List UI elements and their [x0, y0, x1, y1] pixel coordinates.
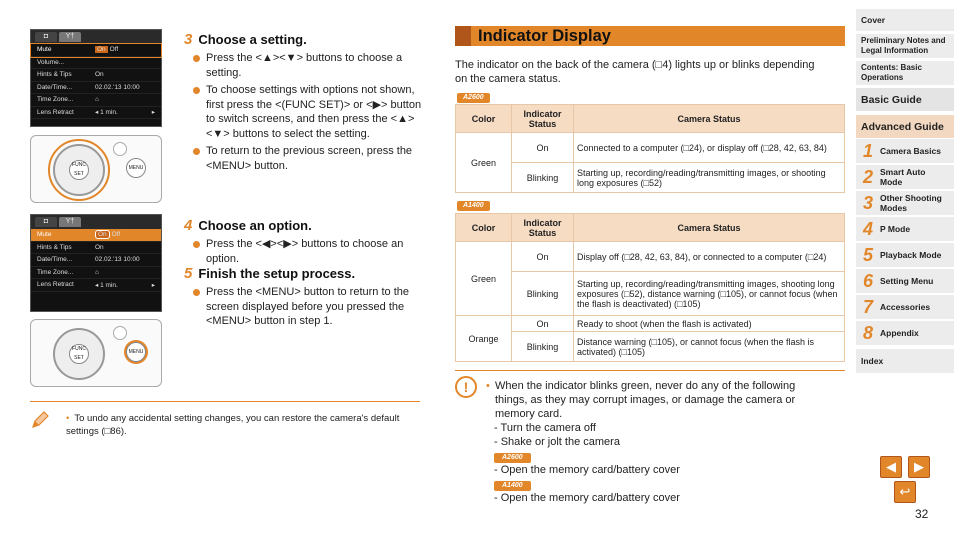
cam-row [31, 279, 161, 292]
intro-text: The indicator on the back of the camera (□4) lights up or blinks depending on the camera status. [455, 59, 815, 85]
warning-item: - Open the memory card/battery cover [494, 492, 680, 504]
setup-tab-icon: Υ† [59, 32, 81, 42]
control-dial [53, 144, 105, 196]
sidebar-item-advanced-guide[interactable]: Advanced Guide [856, 115, 954, 139]
col-header-color: Color [456, 214, 512, 242]
back-button[interactable]: ↩ [894, 481, 916, 503]
model-badge: A1400 [457, 201, 490, 211]
step-number: 5 [184, 265, 193, 282]
cam-row [31, 57, 161, 70]
cam-row-label: Volume... [37, 58, 65, 66]
camera-tabs [31, 215, 161, 229]
sidebar-item-index[interactable]: Index [856, 349, 954, 374]
chapter-label: Appendix [880, 328, 919, 338]
warning-divider [455, 370, 845, 371]
cam-row [31, 94, 161, 107]
step-3 [184, 31, 424, 173]
step-heading: Finish the setup process. [198, 266, 356, 281]
warning-item: - Shake or jolt the camera [494, 436, 620, 448]
cam-row-value: ◂ 1 min. [95, 109, 118, 117]
cam-row-value: On [95, 243, 104, 251]
chapter-label: Playback Mode [880, 250, 942, 260]
step-heading: Choose a setting. [198, 32, 307, 47]
step-bullet: To return to the previous screen, press the <MENU> button. [184, 144, 424, 173]
chapter-label: Camera Basics [880, 146, 941, 156]
cam-row-label: Date/Time... [37, 256, 73, 264]
setup-tab-icon: Υ† [59, 217, 81, 227]
step-bullet: Press the <◀><▶> buttons to choose an option. [184, 237, 424, 266]
step-5 [184, 265, 424, 329]
arrow-right-icon: ▸ [151, 109, 155, 117]
cam-row-label: Date/Time... [37, 83, 73, 91]
cell-status: On [512, 242, 574, 272]
camera-tabs [31, 30, 161, 44]
cam-row-value: Off [111, 231, 121, 239]
col-header-camera: Camera Status [574, 105, 845, 133]
step-heading: Choose an option. [198, 218, 312, 233]
cam-row [31, 254, 161, 267]
sidebar-chapter-1[interactable] [856, 139, 954, 164]
page-number: 32 [915, 507, 929, 521]
cam-row-label: Mute [37, 231, 52, 239]
func-set-button: FUNC SET [69, 160, 89, 180]
chapter-label: P Mode [880, 224, 911, 234]
sidebar-item-prelim[interactable]: Preliminary Notes and Legal Information [856, 34, 954, 59]
menu-button: MENU [126, 158, 146, 178]
warning-item: - Turn the camera off [494, 422, 596, 434]
cell-color: Green [456, 242, 512, 316]
camera-screen-1 [30, 29, 162, 127]
home-icon: ⌂ [95, 268, 99, 276]
chapter-number: 6 [862, 270, 873, 291]
warning-text: • When the indicator blinks green, never do any of the following things, as they may corrupt images, or damage the camera or memory card. [486, 379, 826, 421]
cam-row [31, 242, 161, 255]
col-header-color: Color [456, 105, 512, 133]
note-text: • To undo any accidental setting changes, you can restore the camera's default settings (□86). [66, 412, 426, 438]
camera-controls-1 [30, 135, 162, 203]
model-badge: A2600 [494, 453, 531, 463]
cam-row [31, 107, 161, 120]
sidebar-chapter-3[interactable] [856, 191, 954, 216]
step-bullet: Press the <▲><▼> buttons to choose a setting. [184, 51, 424, 80]
chapter-label: Other Shooting Modes [880, 193, 942, 213]
chapter-number: 7 [862, 296, 873, 317]
chapter-label: Setting Menu [880, 276, 934, 286]
cam-row-value: 02.02.'13 10:00 [95, 83, 140, 91]
step-bullet: To choose settings with options not shown, first press the <(FUNC SET)> or <▶> button to switch screens, and then press the <▲><▼> buttons to select the setting. [184, 83, 424, 141]
playback-button [113, 142, 127, 156]
cam-row-label: Lens Retract [37, 108, 74, 116]
col-header-status: Indicator Status [512, 214, 574, 242]
cam-row [31, 267, 161, 280]
cam-row-label: Lens Retract [37, 281, 74, 289]
chapter-number: 1 [862, 140, 873, 161]
cam-row-value: 02.02.'13 10:00 [95, 256, 140, 264]
note-divider [30, 401, 420, 402]
cell-status: Blinking [512, 332, 574, 362]
sidebar-item-basic-guide[interactable]: Basic Guide [856, 88, 954, 112]
prev-page-button[interactable]: ◀ [880, 456, 902, 478]
chapter-number: 4 [862, 218, 873, 239]
cam-row-value: Off [109, 46, 119, 54]
cam-row [31, 82, 161, 95]
menu-button: MENU [126, 342, 146, 362]
cell-camera-status: Connected to a computer (□24), or display off (□28, 42, 63, 84) [574, 133, 845, 163]
camera-controls-2 [30, 319, 162, 387]
cell-status: On [512, 133, 574, 163]
cam-row-value: On [95, 230, 110, 239]
home-icon: ⌂ [95, 96, 99, 104]
sidebar-item-cover[interactable]: Cover [856, 9, 954, 32]
sidebar-chapter-4[interactable] [856, 217, 954, 242]
model-badge: A1400 [494, 481, 531, 491]
cam-row-label: Hints & Tips [37, 71, 72, 79]
step-bullet: Press the <MENU> button to return to the screen displayed before you pressed the <MENU> button in step 1. [184, 285, 424, 329]
cam-row-label: Time Zone... [37, 96, 74, 104]
chapter-number: 8 [862, 322, 873, 343]
cell-status: On [512, 316, 574, 332]
cell-camera-status: Ready to shoot (when the flash is activated) [574, 316, 845, 332]
cam-row-value: On [95, 71, 104, 79]
model-badge: A2600 [457, 93, 490, 103]
warning-item: - Open the memory card/battery cover [494, 464, 680, 476]
cam-row-value: On [97, 46, 106, 54]
cam-row [31, 229, 161, 242]
title-marker [455, 26, 471, 46]
camera-tab-icon: ◘ [35, 217, 57, 227]
cell-status: Blinking [512, 163, 574, 193]
cam-row-label: Hints & Tips [37, 243, 72, 251]
chapter-number: 5 [862, 244, 873, 265]
chapter-label: Smart Auto Mode [880, 167, 926, 187]
sidebar-chapter-2[interactable] [856, 165, 954, 190]
control-dial [53, 328, 105, 380]
cell-color: Green [456, 133, 512, 193]
cell-camera-status: Starting up, recording/reading/transmitting images, shooting long exposures (□52), distance warning (□105), or cannot focus (when the flash is deactivated) (□105) [574, 272, 845, 316]
chapter-number: 3 [862, 192, 873, 213]
arrow-right-icon: ▸ [151, 281, 155, 289]
cam-row-label: Mute [37, 46, 52, 54]
step-number: 3 [184, 31, 193, 48]
cam-row-value: ◂ 1 min. [95, 281, 118, 289]
cam-row [31, 44, 161, 57]
camera-screen-2 [30, 214, 162, 312]
func-set-button: FUNC SET [69, 344, 89, 364]
col-header-status: Indicator Status [512, 105, 574, 133]
indicator-table-a2600 [455, 104, 845, 193]
cell-camera-status: Display off (□28, 42, 63, 84), or connected to a computer (□24) [574, 242, 845, 272]
col-header-camera: Camera Status [574, 214, 845, 242]
sidebar-chapter-7[interactable] [856, 295, 954, 320]
cell-camera-status: Starting up, recording/reading/transmitting images, or shooting long exposures (□52) [574, 163, 845, 193]
warning-box [486, 379, 826, 505]
cell-camera-status: Distance warning (□105), or cannot focus (when the flash is activated) (□105) [574, 332, 845, 362]
chapter-label: Accessories [880, 302, 931, 312]
sidebar-chapter-6[interactable] [856, 269, 954, 294]
page-title: Indicator Display [478, 27, 611, 45]
cell-status: Blinking [512, 272, 574, 316]
cam-row-label: Time Zone... [37, 268, 74, 276]
step-number: 4 [184, 217, 193, 234]
step-4 [184, 217, 424, 266]
caution-icon: ! [455, 376, 477, 398]
next-page-button[interactable]: ▶ [908, 456, 930, 478]
cell-color: Orange [456, 316, 512, 362]
chapter-number: 2 [862, 166, 873, 187]
cam-row [31, 69, 161, 82]
pencil-icon [30, 410, 50, 430]
sidebar-item-contents[interactable]: Contents: Basic Operations [856, 61, 954, 86]
camera-tab-icon: ◘ [35, 32, 57, 42]
playback-button [113, 326, 127, 340]
indicator-table-a1400 [455, 213, 845, 362]
sidebar-chapter-8[interactable] [856, 321, 954, 346]
sidebar-chapter-5[interactable] [856, 243, 954, 268]
